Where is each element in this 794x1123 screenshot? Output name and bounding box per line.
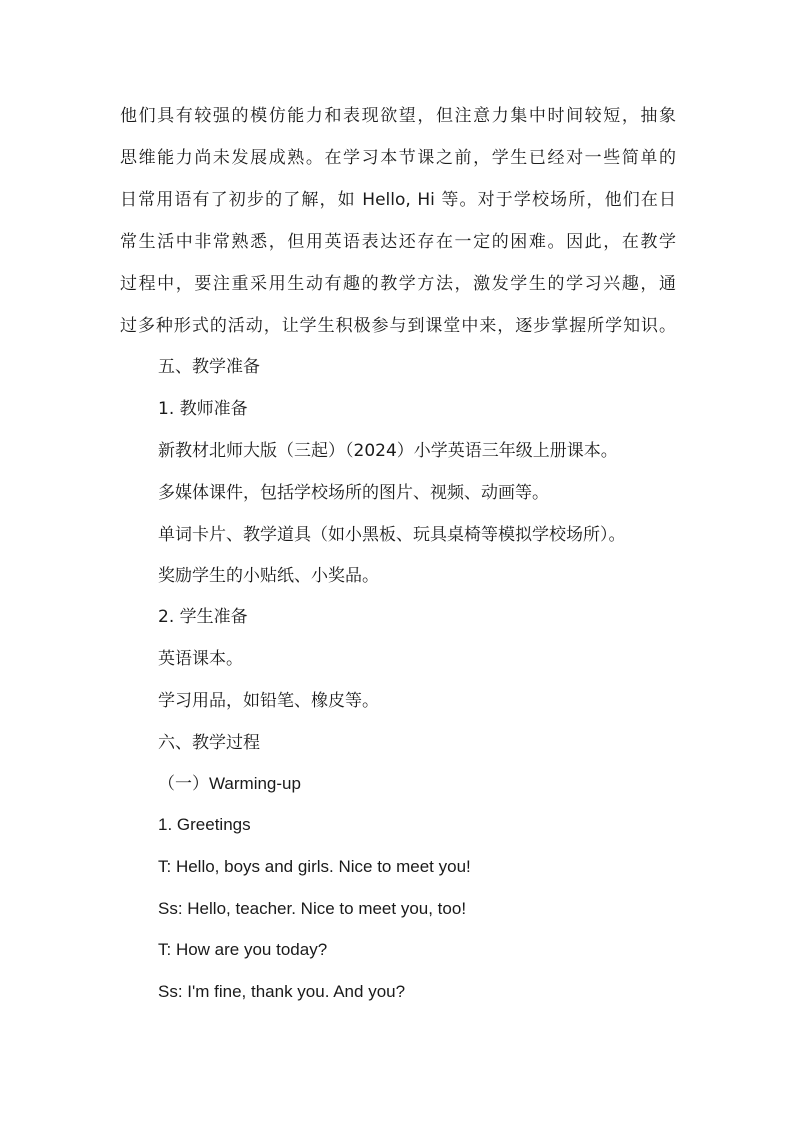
section-heading-prep: 五、教学准备 [158, 357, 260, 377]
teacher-prep-item-1: 新教材北师大版（三起）（2024）小学英语三年级上册课本。 [158, 441, 618, 461]
paragraph-line-2: 思维能力尚未发展成熟。在学习本节课之前，学生已经对一些简单的 [120, 148, 676, 168]
step-heading-greetings: 1. Greetings [158, 815, 251, 834]
teacher-prep-item-2: 多媒体课件，包括学校场所的图片、视频、动画等。 [158, 483, 549, 503]
subheading-teacher-prep: 1. 教师准备 [158, 399, 248, 419]
paragraph-line-3: 日常用语有了初步的了解，如 Hello, Hi 等。对于学校场所，他们在日 [120, 190, 676, 210]
student-prep-item-1: 英语课本。 [158, 649, 243, 669]
dialogue-line-1: T: Hello, boys and girls. Nice to meet you! [158, 857, 471, 876]
paragraph-line-4: 常生活中非常熟悉，但用英语表达还存在一定的困难。因此，在教学 [120, 232, 676, 252]
part-heading-warming-up: （一）Warming-up [158, 774, 301, 793]
subheading-student-prep: 2. 学生准备 [158, 607, 248, 627]
paragraph-line-5: 过程中，要注重采用生动有趣的教学方法，激发学生的学习兴趣，通 [120, 274, 676, 294]
section-heading-process: 六、教学过程 [158, 733, 260, 753]
dialogue-line-3: T: How are you today? [158, 940, 328, 959]
teacher-prep-item-3: 单词卡片、教学道具（如小黑板、玩具桌椅等模拟学校场所）。 [158, 525, 626, 545]
dialogue-line-4: Ss: I'm fine, thank you. And you? [158, 982, 406, 1001]
teacher-prep-item-4: 奖励学生的小贴纸、小奖品。 [158, 566, 379, 586]
dialogue-line-2: Ss: Hello, teacher. Nice to meet you, too! [158, 899, 467, 918]
student-prep-item-2: 学习用品，如铅笔、橡皮等。 [158, 691, 379, 711]
paragraph-line-1: 他们具有较强的模仿能力和表现欲望，但注意力集中时间较短，抽象 [120, 106, 676, 126]
paragraph-line-6: 过多种形式的活动，让学生积极参与到课堂中来，逐步掌握所学知识。 [120, 316, 676, 336]
